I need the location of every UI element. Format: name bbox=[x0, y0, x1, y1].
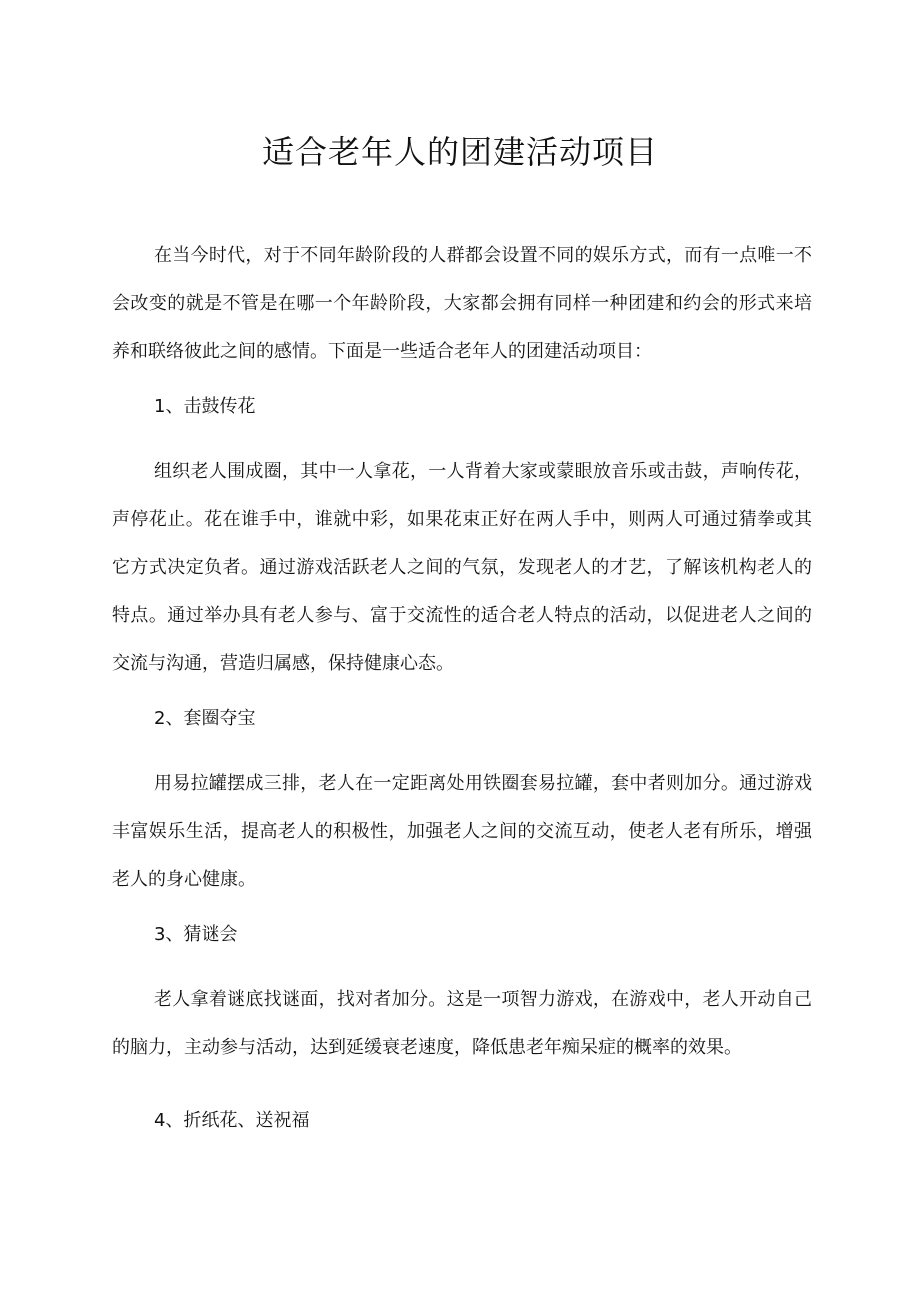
section-heading-3: 3、猜谜会 bbox=[154, 924, 238, 945]
section-body-3: 老人拿着谜底找谜面，找对者加分。这是一项智力游戏，在游戏中，老人开动自己的脑力，主动参与活动，达到延缓衰老速度，降低患老年痴呆症的概率的效果。 bbox=[112, 989, 812, 1058]
intro-paragraph: 在当今时代，对于不同年龄阶段的人群都会设置不同的娱乐方式，而有一点唯一不会改变的就是不管是在哪一个年龄阶段，大家都会拥有同样一种团建和约会的形式来培养和联络彼此之间的感情。下面是一些适合老年人的团建活动项目： bbox=[112, 245, 812, 362]
section-body-1: 组织老人围成圈，其中一人拿花，一人背着大家或蒙眼放音乐或击鼓，声响传花，声停花止。花在谁手中，谁就中彩，如果花束正好在两人手中，则两人可通过猜拳或其它方式决定负者。通过游戏活跃老人之间的气氛，发现老人的才艺，了解该机构老人的特点。通过举办具有老人参与、富于交流性的适合老人特点的活动，以促进老人之间的交流与沟通，营造归属感，保持健康心态。 bbox=[112, 461, 812, 674]
section-body-2: 用易拉罐摆成三排，老人在一定距离处用铁圈套易拉罐，套中者则加分。通过游戏丰富娱乐生活，提高老人的积极性，加强老人之间的交流互动，使老人老有所乐，增强老人的身心健康。 bbox=[112, 773, 812, 890]
document-title: 适合老年人的团建活动项目 bbox=[261, 133, 658, 171]
section-heading-1: 1、击鼓传花 bbox=[154, 396, 256, 417]
section-heading-2: 2、套圈夺宝 bbox=[154, 708, 256, 729]
section-heading-4: 4、折纸花、送祝福 bbox=[154, 1110, 310, 1131]
